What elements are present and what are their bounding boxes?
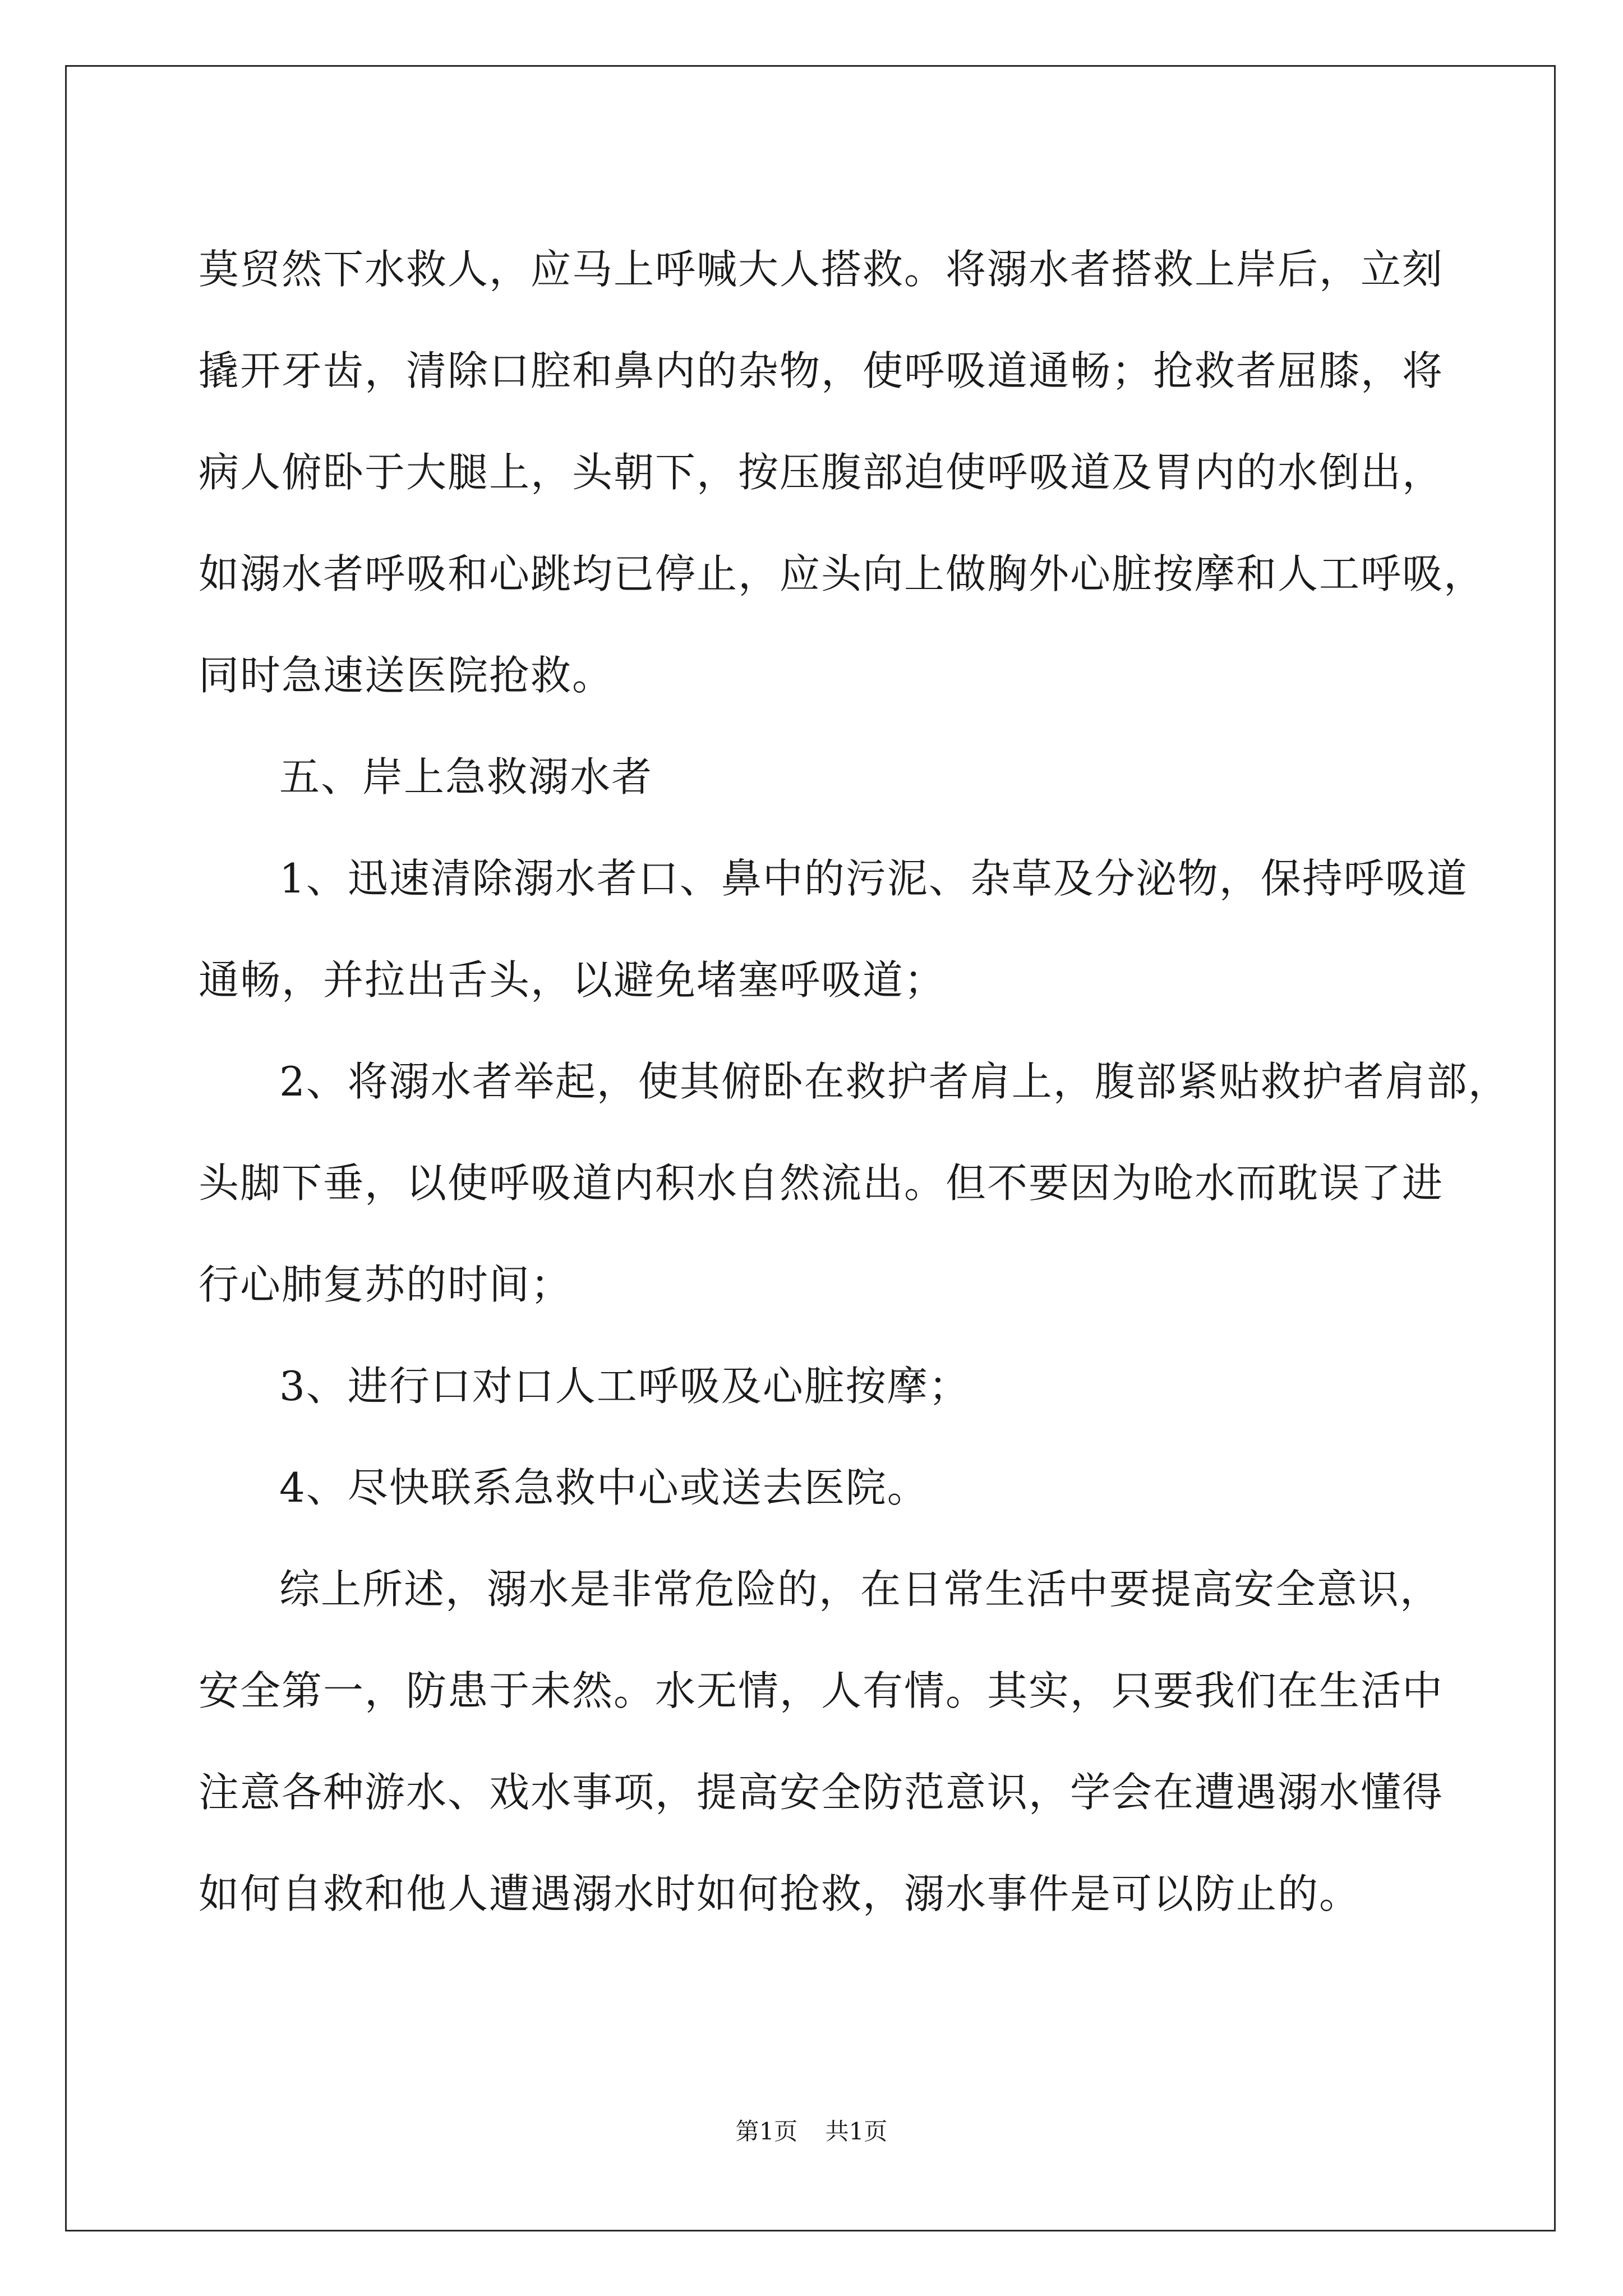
text-line: 头脚下垂，以使呼吸道内积水自然流出。但不要因为呛水而耽误了进 — [199, 1159, 1444, 1207]
text-line: 病人俯卧于大腿上，头朝下，按压腹部迫使呼吸道及胃内的水倒出， — [199, 449, 1444, 496]
text-line: 行心肺复苏的时间； — [199, 1261, 573, 1308]
text-line: 3、进行口对口人工呼吸及心脏按摩； — [279, 1363, 970, 1410]
text-line: 同时急速送医院抢救。 — [199, 652, 614, 699]
document-body — [199, 219, 1510, 1945]
text-line: 2、将溺水者举起，使其俯卧在救护者肩上，腹部紧贴救护者肩部， — [279, 1058, 1510, 1105]
text-line: 4、尽快联系急救中心或送去医院。 — [279, 1464, 929, 1511]
page-footer — [0, 2115, 1623, 2148]
text-line: 通畅，并拉出舌头，以避免堵塞呼吸道； — [199, 956, 946, 1004]
text-line: 注意各种游水、戏水事项，提高安全防范意识，学会在遭遇溺水懂得 — [199, 1769, 1444, 1816]
text-line: 综上所述，溺水是非常危险的，在日常生活中要提高安全意识， — [279, 1566, 1442, 1613]
text-line: 撬开牙齿，清除口腔和鼻内的杂物，使呼吸道通畅；抢救者屈膝，将 — [199, 347, 1444, 394]
text-line: 安全第一，防患于未然。水无情，人有情。其实，只要我们在生活中 — [199, 1667, 1444, 1714]
text-line: 五、岸上急救溺水者 — [279, 753, 653, 800]
text-line: 1、迅速清除溺水者口、鼻中的污泥、杂草及分泌物，保持呼吸道 — [279, 855, 1468, 902]
text-line: 如溺水者呼吸和心跳均已停止，应头向上做胸外心脏按摩和人工呼吸， — [199, 550, 1486, 597]
text-line: 如何自救和他人遭遇溺水时如何抢救，溺水事件是可以防止的。 — [199, 1870, 1361, 1917]
page-number-current: 第1页 — [735, 2118, 798, 2145]
text-line: 莫贸然下水救人，应马上呼喊大人搭救。将溺水者搭救上岸后，立刻 — [199, 246, 1444, 293]
page-number-total: 共1页 — [825, 2118, 888, 2145]
